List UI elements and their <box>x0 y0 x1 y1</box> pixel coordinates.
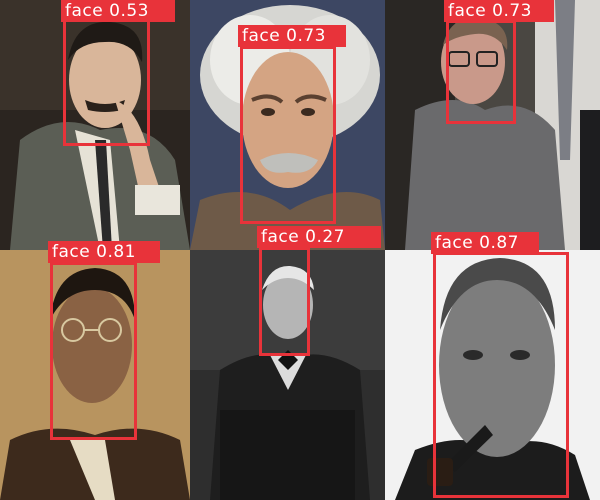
face-detection-box <box>433 252 569 498</box>
detection-class-text: face <box>261 227 300 247</box>
face-detection-box <box>50 262 137 440</box>
face-detection-box <box>63 18 150 146</box>
detection-score-text: 0.81 <box>96 242 136 262</box>
face-detection-box <box>259 247 310 356</box>
detection-class-text: face <box>242 26 281 46</box>
detection-class-text: face <box>65 1 104 21</box>
face-detection-box <box>240 46 336 224</box>
face-detection-box <box>446 20 516 124</box>
detection-score-text: 0.27 <box>305 227 345 247</box>
detection-class-text: face <box>448 1 487 21</box>
detection-score-text: 0.87 <box>479 233 519 253</box>
face-detection-label <box>61 0 175 22</box>
detection-score-text: 0.53 <box>109 1 149 21</box>
face-detection-label <box>238 25 346 47</box>
detection-class-text: face <box>435 233 474 253</box>
face-detection-label <box>431 232 539 254</box>
detection-score-text: 0.73 <box>286 26 326 46</box>
face-detection-label <box>48 241 160 263</box>
detection-score-text: 0.73 <box>492 1 532 21</box>
face-detection-label <box>444 0 554 22</box>
detection-class-text: face <box>52 242 91 262</box>
face-detection-label <box>257 226 381 248</box>
